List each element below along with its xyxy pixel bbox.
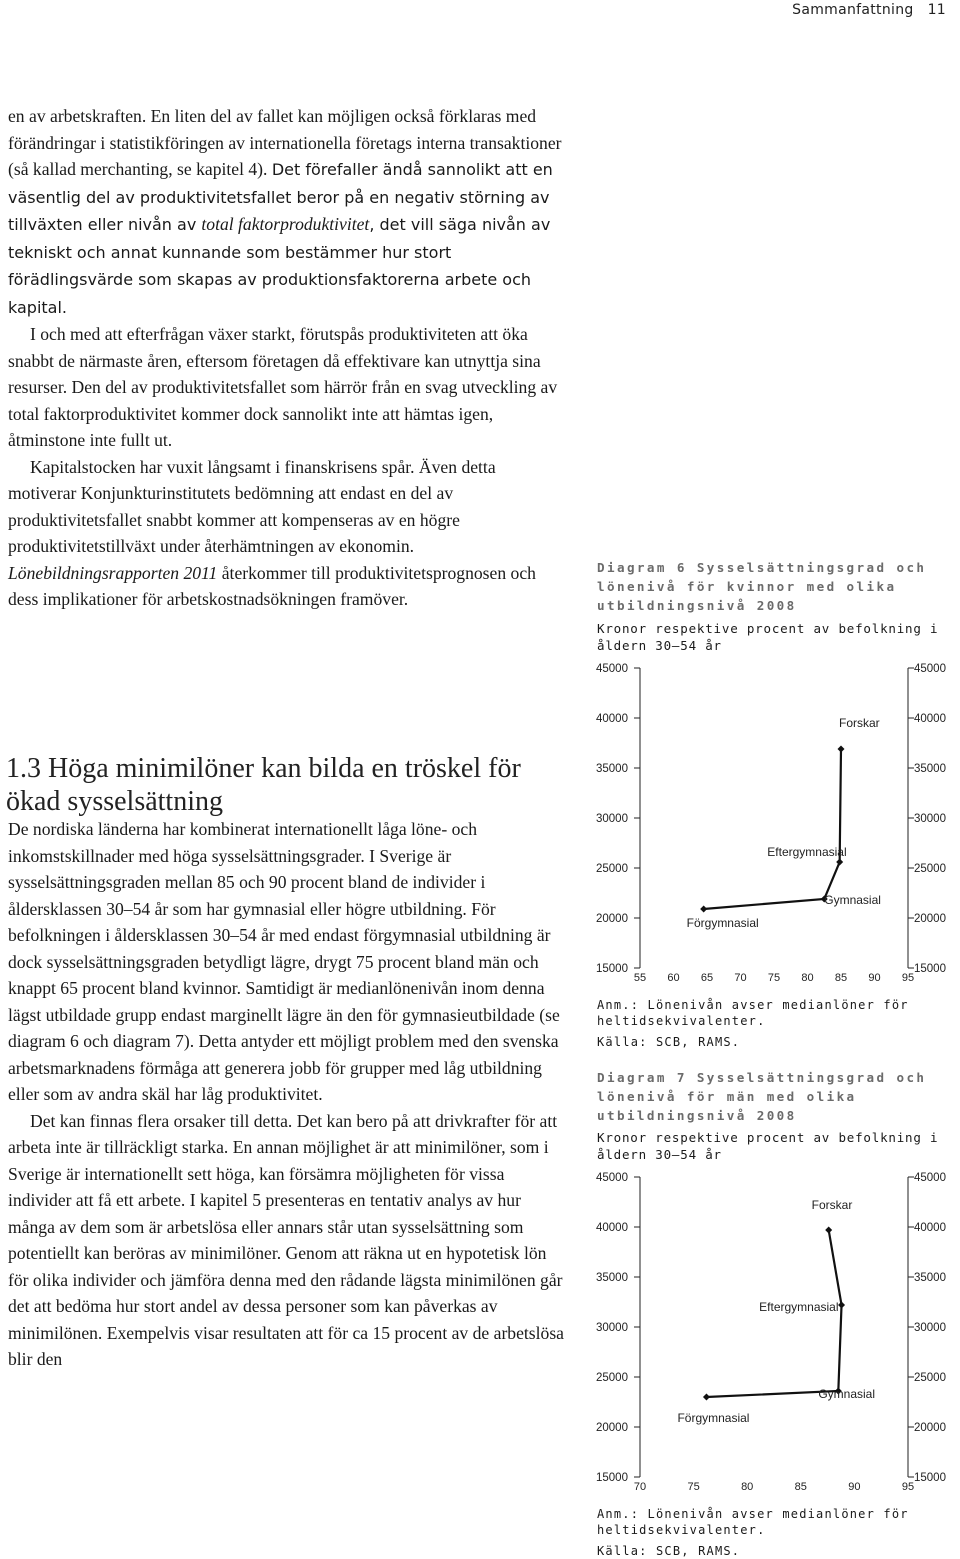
diagram7-source: Källa: SCB, RAMS. [597, 1544, 741, 1558]
diagram6-chart [590, 655, 960, 984]
y-tick-label-right: 40000 [914, 1222, 946, 1234]
data-point-marker [703, 1394, 710, 1401]
data-point-label: Gymnasial [824, 893, 881, 907]
data-point-label: Eftergymnasial [767, 845, 847, 859]
y-tick-label-left: 25000 [596, 863, 628, 875]
data-point-label: Forskar [839, 716, 880, 730]
x-tick-label: 60 [667, 972, 680, 984]
y-tick-label-left: 45000 [596, 1172, 628, 1184]
page-number: 11 [927, 2, 946, 18]
x-tick-label: 85 [794, 1481, 807, 1493]
data-point-marker [836, 859, 843, 866]
data-point-marker [838, 1302, 845, 1309]
diagram7-title: Diagram 7 Sysselsättningsgrad och lönenivå för män med olika utbildningsnivå 2008 [597, 1070, 927, 1123]
x-tick-label: 75 [767, 972, 781, 984]
y-tick-label-right: 45000 [914, 1172, 946, 1184]
x-tick-label: 95 [901, 1481, 915, 1493]
y-tick-label-left: 40000 [596, 1222, 628, 1234]
diagram7-note: Anm.: Lönenivån avser medianlöner för heltidsekvivalenter. [597, 1507, 909, 1537]
paragraph: Det kan finnas flera orsaker till detta. Det kan bero på att drivkrafter för att arbeta inte är tillräckligt starka. En annan möjlighet är att minimilöner, som i Sverige är internationellt sett höga, kan försämra möjligheten för vissa individer att få ett arbete. I kapitel 5 presenteras en tentativ analys av hur många av dem som är arbetslösa eller annars står utan sysselsättning som potentiellt kan beröras av minimilöner. Genom att räkna ut en hypotetisk lön för olika individer och jämföra denna med den rådande lägsta minimilönen går det att bedöma hur stort andel av dessa personer som kan påverkas av minimilönen. Exempelvis visar resultaten att för ca 15 procent av de arbetslösa blir den [8, 1110, 564, 1369]
section-name: Sammanfattning [792, 2, 914, 18]
data-point-marker [700, 906, 707, 913]
y-tick-label-left: 15000 [596, 1472, 628, 1484]
x-tick-label: 90 [848, 1481, 861, 1493]
x-tick-label: 90 [868, 972, 881, 984]
y-tick-label-right: 15000 [914, 1472, 946, 1484]
x-tick-label: 70 [633, 1481, 647, 1493]
diagram7-chart [590, 1164, 960, 1493]
x-tick-label: 95 [901, 972, 915, 984]
y-tick-label-right: 15000 [914, 963, 946, 975]
y-tick-label-left: 45000 [596, 663, 628, 675]
y-tick-label-left: 15000 [596, 963, 628, 975]
section-heading: 1.3 Höga minimilöner kan bilda en tröskel för ökad sysselsättning [6, 753, 521, 817]
data-point-label: Gymnasial [818, 1387, 876, 1401]
x-tick-label: 70 [734, 972, 747, 984]
page-header [792, 2, 946, 18]
x-tick-label: 65 [700, 972, 714, 984]
y-tick-label-left: 25000 [596, 1372, 628, 1384]
y-tick-label-right: 20000 [914, 1422, 946, 1434]
data-point-label: Eftergymnasial [759, 1300, 839, 1314]
y-tick-label-right: 40000 [914, 713, 946, 725]
diagram6-note: Anm.: Lönenivån avser medianlöner för heltidsekvivalenter. [597, 998, 909, 1028]
x-tick-label: 85 [834, 972, 848, 984]
data-point-marker [825, 1227, 832, 1234]
y-tick-label-left: 30000 [596, 1322, 628, 1334]
series-line [704, 749, 841, 909]
y-tick-label-right: 45000 [914, 663, 946, 675]
y-tick-label-left: 20000 [596, 1422, 628, 1434]
data-point-label: Forskar [811, 1198, 853, 1212]
body-text-bottom [8, 816, 568, 1373]
paragraph: De nordiska länderna har kombinerat internationellt låga löne- och inkomstskillnader med höga sysselsättningsgrader. I Sverige är sysselsättningsgraden mellan 85 och 90 procent bland de individer i åldersklassen 30–54 år som har gymnasial eller högre utbildning. För befolkningen i åldersklassen 30–54 år med endast förgymnasial utbildning är dock sysselsättningsgraden betydligt lägre, drygt 75 procent bland män och knappt 65 procent bland kvinnor. Samtidigt är medianlönenivån inom denna lägst utbildade grupp endast marginellt lägre än den för gymnasieutbildade (se diagram 6 och diagram 7). Detta antyder ett möjligt problem med den svenska arbetsmarknadens förmåga att generera jobb för grupper med låg utbildning eller som av andra skäl har låg produktivitet. [8, 819, 560, 1104]
diagram7-subtitle: Kronor respektive procent av befolkning i åldern 30–54 år [597, 1130, 939, 1162]
body-text-top [8, 103, 568, 613]
data-point-marker [838, 746, 845, 753]
diagram6-subtitle: Kronor respektive procent av befolkning i åldern 30–54 år [597, 621, 939, 653]
y-tick-label-left: 35000 [596, 763, 628, 775]
y-tick-label-right: 30000 [914, 1322, 946, 1334]
y-tick-label-right: 25000 [914, 1372, 946, 1384]
x-tick-label: 75 [687, 1481, 700, 1493]
diagram6-source: Källa: SCB, RAMS. [597, 1035, 741, 1049]
data-point-label: Förgymnasial [686, 916, 759, 930]
y-tick-label-left: 30000 [596, 813, 628, 825]
y-tick-label-right: 25000 [914, 863, 946, 875]
paragraph: Kapitalstocken har vuxit långsamt i finanskrisens spår. Även detta motiverar Konjunkturinstitutets bedömning att endast en del av produktivitetsfallet snabbt kommer att kompenseras av en högre produktivitetstillväxt under återhämtningen av ekonomin. Lönebildningsrapporten 2011 återkommer till produktivitetsprognosen och dess implikationer för arbetskostnadsökningen framöver. [8, 456, 536, 609]
y-tick-label-left: 35000 [596, 1272, 628, 1284]
y-tick-label-left: 20000 [596, 913, 628, 925]
y-tick-label-right: 30000 [914, 813, 946, 825]
y-tick-label-right: 35000 [914, 1272, 946, 1284]
y-tick-label-left: 40000 [596, 713, 628, 725]
diagram6-title: Diagram 6 Sysselsättningsgrad och lönenivå för kvinnor med olika utbildningsnivå 2008 [597, 560, 927, 613]
paragraph: en av arbetskraften. En liten del av fallet kan möjligen också förklaras med förändringar i statistikföringen av internationella företags interna transaktioner (så kallad merchanting, se kapitel 4). Det förefaller ändå sannolikt att en väsentlig del av produktivitetsfallet beror på en negativ störning av tillväxten eller nivån av total faktorproduktivitet, det vill säga nivån av tekniskt och annat kunnande som bestämmer hur stort förädlingsvärde som skapas av produktionsfaktorerna arbete och kapital. [8, 106, 562, 317]
y-tick-label-right: 20000 [914, 913, 946, 925]
y-tick-label-right: 35000 [914, 763, 946, 775]
x-tick-label: 80 [741, 1481, 754, 1493]
x-tick-label: 55 [633, 972, 647, 984]
data-point-label: Förgymnasial [677, 1411, 750, 1425]
x-tick-label: 80 [801, 972, 814, 984]
paragraph: I och med att efterfrågan växer starkt, förutspås produktiviteten att öka snabbt de närmaste åren, eftersom företagen då effektivare kan utnyttja sina resurser. Den del av produktivitetsfallet som härrör från en svag utveckling av total faktorproduktivitet kommer dock sannolikt inte att hämtas igen, åtminstone inte fullt ut. [8, 324, 558, 450]
